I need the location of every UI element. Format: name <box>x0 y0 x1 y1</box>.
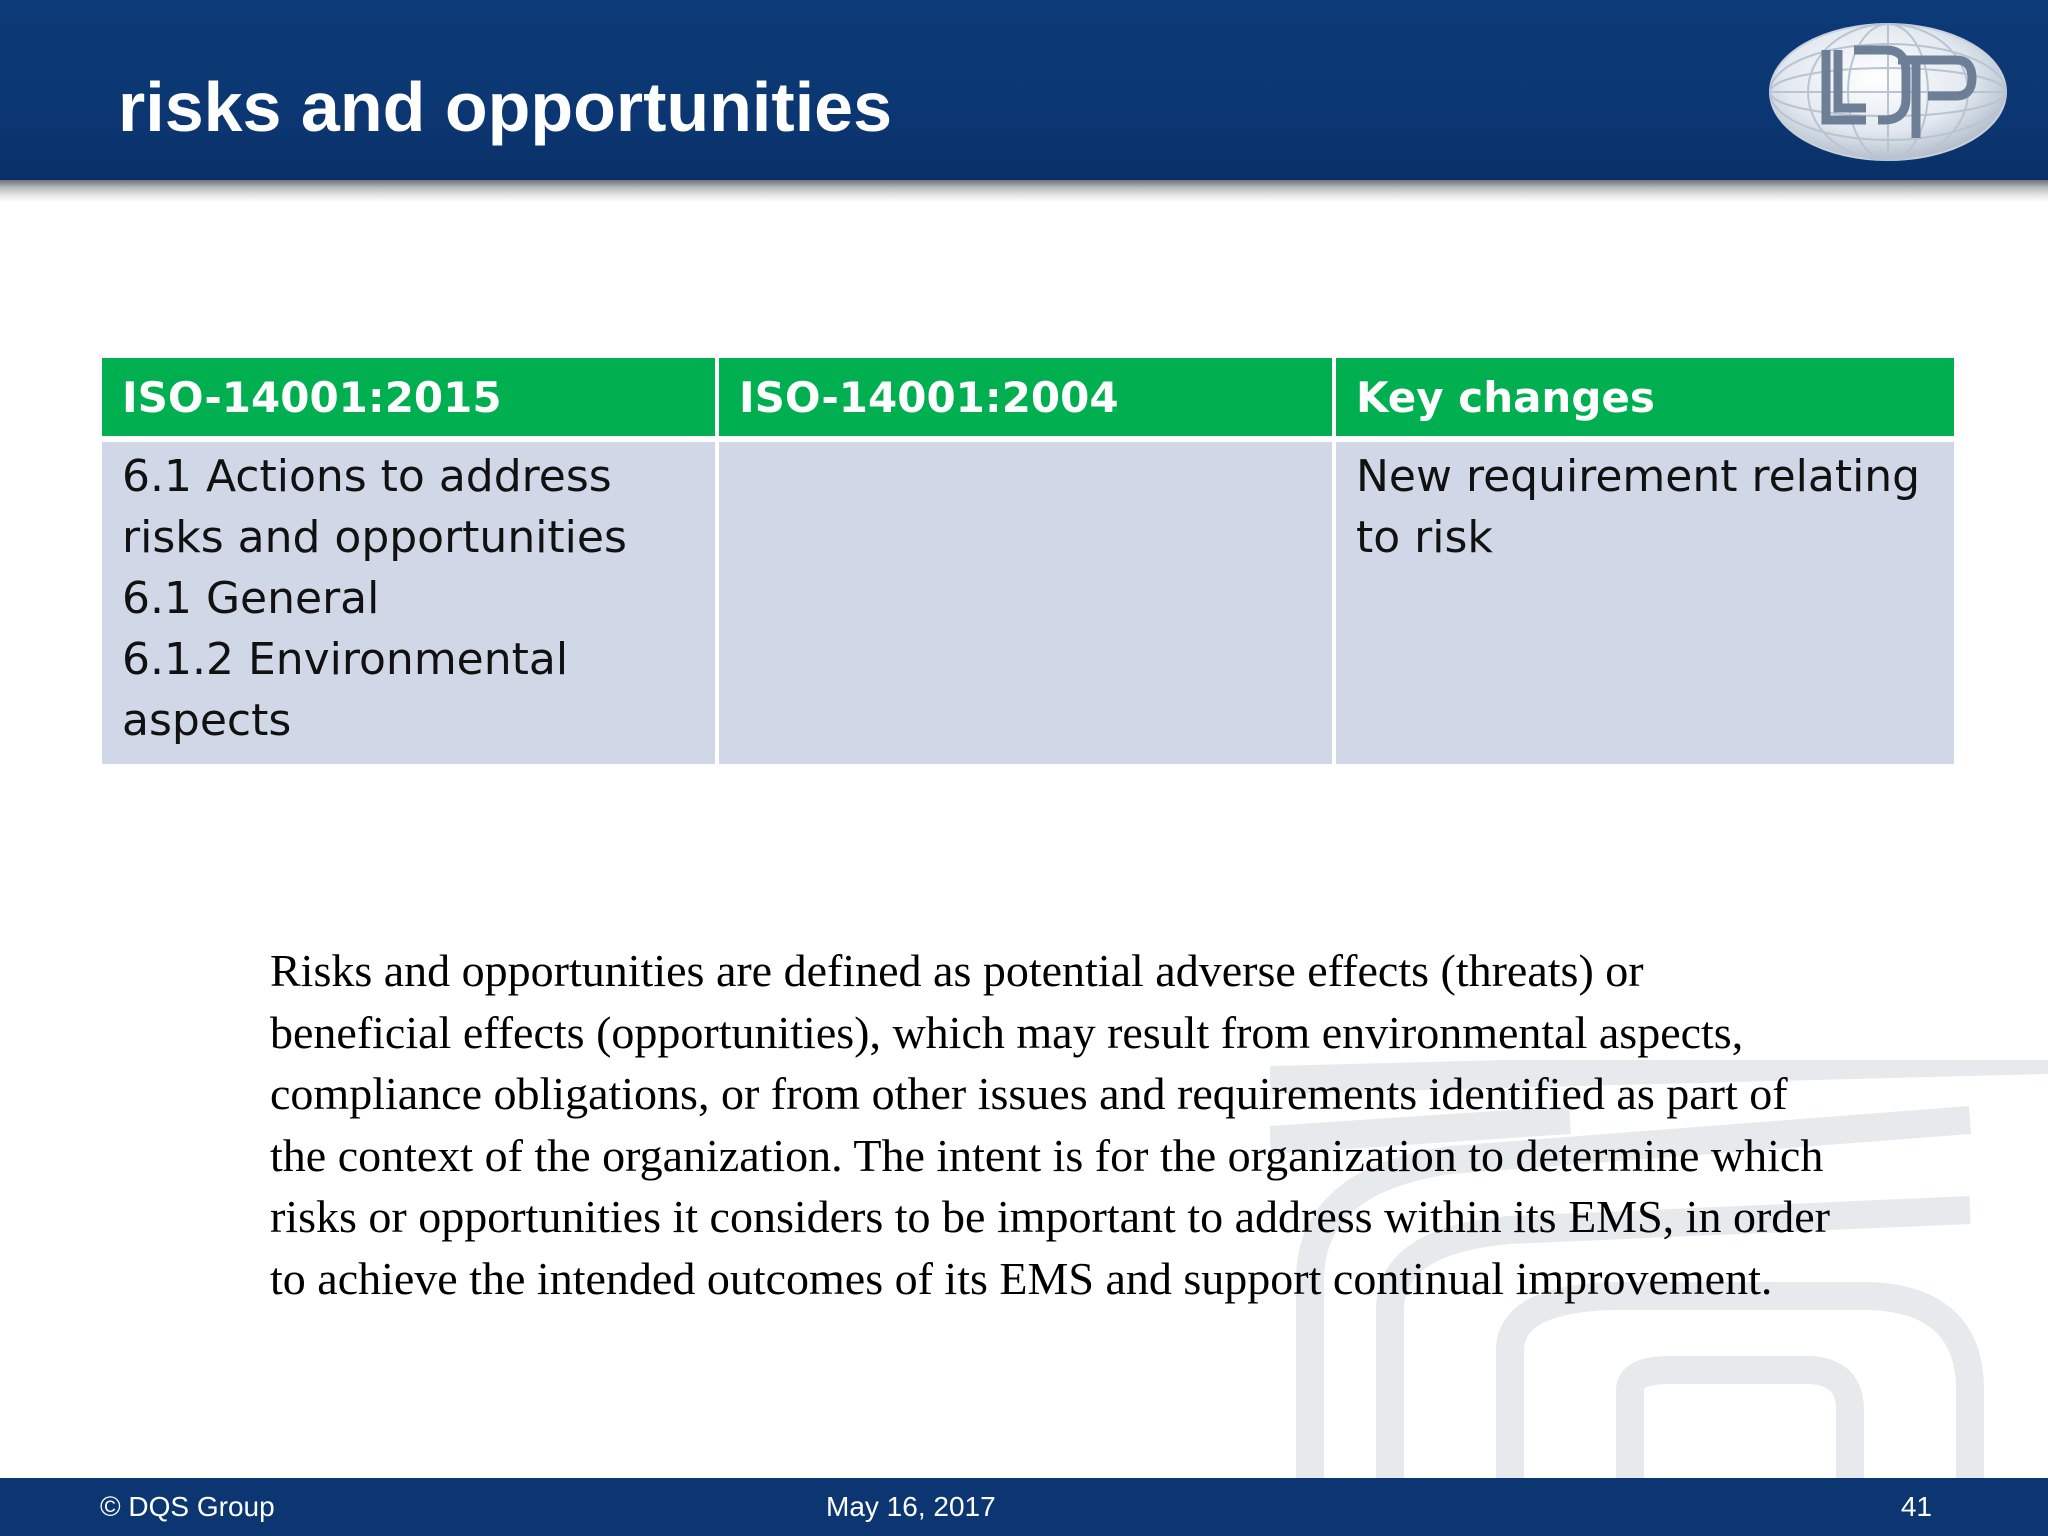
clause-line: 6.1.2 Environmental aspects <box>122 634 569 746</box>
cell-iso-2015-clauses <box>102 442 715 764</box>
column-header-iso-2015: ISO-14001:2015 <box>102 358 715 436</box>
cell-iso-2004-clauses <box>719 442 1332 764</box>
table-row <box>102 442 1954 764</box>
slide-header <box>0 0 2048 180</box>
clause-line: 6.1 Actions to address risks and opportunities <box>122 451 627 563</box>
header-divider <box>0 180 2048 202</box>
footer-copyright: © DQS Group <box>100 1491 275 1522</box>
footer-page-number: 41 <box>1900 1491 1932 1522</box>
column-header-key-changes: Key changes <box>1336 358 1954 436</box>
column-header-iso-2004: ISO-14001:2004 <box>719 358 1332 436</box>
table-header-row <box>102 358 1954 436</box>
cell-key-changes: New requirement relating to risk <box>1336 442 1954 764</box>
definition-paragraph: Risks and opportunities are defined as potential adverse effects (threats) or beneficial effects (opportunities), which may result from environmental aspects, compliance obligations, or from other issues and requirements identified as part of the context of the organization. The intent is for the organization to determine which risks or opportunities it considers to be important to address within its EMS, in order to achieve the intended outcomes of its EMS and support continual improvement. <box>270 945 1831 1304</box>
clause-line: 6.1 General <box>122 573 380 624</box>
footer-date: May 16, 2017 <box>826 1491 996 1522</box>
comparison-table <box>98 352 1958 770</box>
dqs-globe-logo-icon <box>1766 20 2010 164</box>
slide-title: risks and opportunities <box>118 68 892 146</box>
slide-footer <box>0 1478 2048 1536</box>
